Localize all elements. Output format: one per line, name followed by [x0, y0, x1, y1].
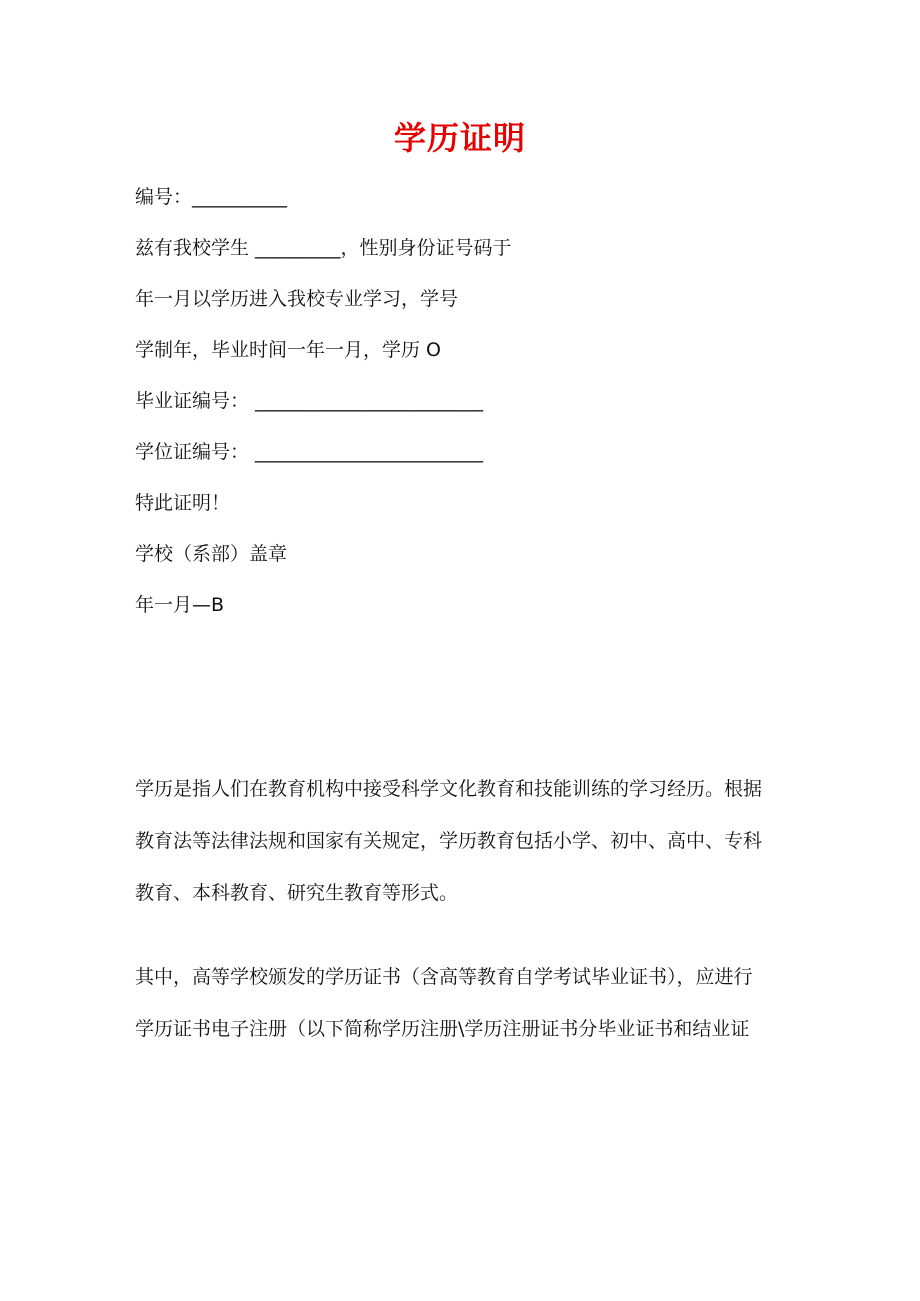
paragraph-2-row: 学历证书电子注册（以下简称学历注册\学历注册证书分毕业证书和结业证	[135, 1018, 750, 1040]
paragraph-1-row: 学历是指人们在教育机构中接受科学文化教育和技能训练的学习经历。根据	[135, 778, 763, 800]
degree-number-line: 学位证编号： ________________________	[135, 441, 484, 463]
certification-statement: 特此证明！	[135, 492, 231, 514]
paragraph-1-row: 教育、本科教育、研究生教育等形式。	[135, 882, 459, 904]
certificate-number-line: 编号：__________	[135, 186, 288, 208]
graduation-line: 学制年，毕业时间一年一月，学历 O	[135, 339, 441, 361]
paragraph-2-row: 其中，高等学校颁发的学历证书（含高等教育自学考试毕业证书），应进行	[135, 966, 753, 988]
paragraph-1-row: 教育法等法律法规和国家有关规定，学历教育包括小学、初中、高中、专科	[135, 830, 763, 852]
student-info-line: 兹有我校学生 _________，性别身份证号码于	[135, 237, 512, 259]
document-title: 学历证明	[393, 119, 526, 157]
explanation-paragraph-2	[135, 964, 795, 1068]
date-line: 年一月—B	[135, 594, 225, 616]
enrollment-line: 年一月以学历进入我校专业学习，学号	[135, 288, 459, 310]
school-seal-line: 学校（系部）盖章	[135, 543, 288, 565]
explanation-paragraph-1	[135, 776, 795, 932]
diploma-number-line: 毕业证编号： ________________________	[135, 390, 484, 412]
